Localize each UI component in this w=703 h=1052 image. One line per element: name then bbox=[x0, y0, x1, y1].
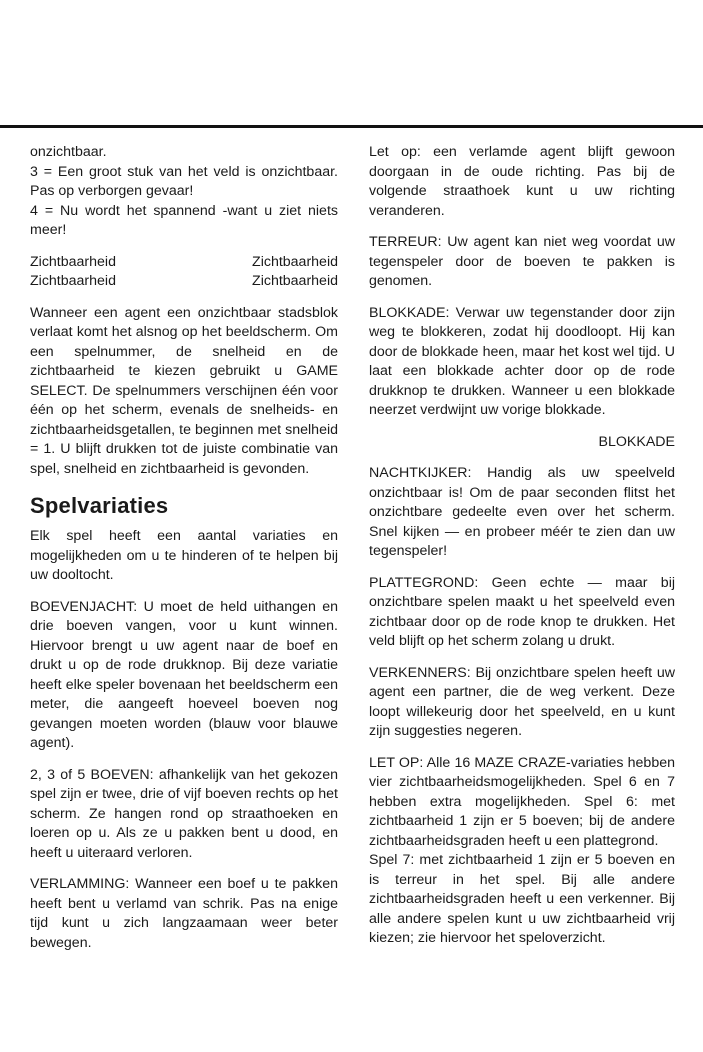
paragraph-boevenjacht: BOEVENJACHT: U moet de held uithangen en drie boeven vangen, voor u kunt winnen. Hiervoor brengt u uw agent naar de boef en drukt u op de rode drukknop. Bij deze variatie heeft elke speler bovenaan het beeldscherm een meter, die aangeeft hoeveel boeven nog gevangen moeten worden (blauw voor blauwe agent). bbox=[30, 598, 338, 751]
paragraph-verlamming: VERLAMMING: Wanneer een boef u te pakken heeft bent u verlamd van schrik. Pas na enige tijd kunt u zich langzaamaan weer beter bewegen. bbox=[30, 876, 338, 951]
paragraph-level-3: 3 = Een groot stuk van het veld is onzichtbaar. Pas op verborgen gevaar! bbox=[30, 163, 338, 199]
visibility-label-row bbox=[30, 253, 338, 273]
paragraph-spel-7: Spel 7: met zichtbaarheid 1 zijn er 5 boeven en is terreur in het spel. Bij alle andere zichtbaarheidsgraden heeft u een verkenner. Bij alle andere spelen kunt u uw zichtbaarheid vrij kiezen; zie hiervoor het speloverzicht. bbox=[369, 852, 675, 946]
paragraph-boeven: 2, 3 of 5 BOEVEN: afhankelijk van het gekozen spel zijn er twee, drie of vijf boeven rechts op het scherm. Ze hangen rond op straathoeken en loeren op u. Als ze u pakken bent u dood, en heeft u uiteraard verloren. bbox=[30, 766, 338, 861]
paragraph-verkenners: VERKENNERS: Bij onzichtbare spelen heeft uw agent een partner, die de weg verkent. Deze loopt willekeurig door het speelveld, en u kunt zijn suggesties negeren. bbox=[369, 664, 675, 739]
paragraph-plattegrond: PLATTEGROND: Geen echte — maar bij onzichtbare spelen maakt u het speelveld even zichtbaar door op de rode knop te drukken. Het veld blijft op het scherm zolang u drukt. bbox=[369, 574, 675, 649]
paragraph-blokkade: BLOKKADE: Verwar uw tegenstander door zijn weg te blokkeren, zodat hij doodloopt. Hij kan door de blokkade heen, maar het kost wel tijd. U laat een blokkade achter door op de rode drukknop te drukken. Wanneer u een blokkade neerzet verdwijnt uw vorige blokkade. bbox=[369, 304, 675, 418]
paragraph-terreur: TERREUR: Uw agent kan niet weg voordat uw tegenspeler door de boeven te pakken is genomen. bbox=[369, 234, 675, 289]
visibility-label: Zichtbaarheid bbox=[30, 253, 116, 270]
paragraph-level-4: 4 = Nu wordt het spannend -want u ziet niets meer! bbox=[30, 202, 338, 238]
paragraph-intro: onzichtbaar. bbox=[30, 144, 107, 160]
left-column bbox=[30, 143, 338, 965]
top-rule bbox=[0, 125, 703, 128]
visibility-label-row bbox=[30, 272, 338, 292]
visibility-labels bbox=[30, 253, 338, 292]
paragraph-let-op-1: Let op: een verlamde agent blijft gewoon doorgaan in de oude richting. Pas bij de volgende straathoek kunt u uw richting veranderen. bbox=[369, 144, 675, 219]
paragraph-nachtkijker: NACHTKIJKER: Handig als uw speelveld onzichtbaar is! Om de paar seconden flitst het onzichtbare gedeelte even over het scherm. Snel kijken — en probeer méér te zien dan uw tegenspeler! bbox=[369, 465, 675, 559]
section-heading: Spelvariaties bbox=[30, 493, 169, 518]
paragraph-let-op-2: LET OP: Alle 16 MAZE CRAZE-variaties hebben vier zichtbaarheidsmogelijkheden. Spel 6 en 7 hebben extra mogelijkheden. Spel 6: met zichtbaarheid 1 zijn er 5 boeven; bij de andere zichtbaarheidsgraden heeft u een plattegrond. bbox=[369, 754, 675, 849]
visibility-label: Zichtbaarheid bbox=[252, 273, 338, 289]
paragraph-elk-spel: Elk spel heeft een aantal variaties en mogelijkheden om u te hinderen of te helpen bij uw dooltocht. bbox=[30, 528, 338, 583]
visibility-label: Zichtbaarheid bbox=[30, 273, 116, 289]
paragraph-wanneer: Wanneer een agent een onzichtbaar stadsblok verlaat komt het alsnog op het beeldscherm. Om een spelnummer, de snelheid en de zichtbaarheid te kiezen gebruikt u GAME SELECT. De spelnummers verschijnen één voor één op het scherm, evenals de snelheids- en zichtbaarheidsgetallen, te beginnen met snelheid = 1. U blijft drukken tot de juiste combinatie van spel, snelheid en zichtbaarheid is gevonden. bbox=[30, 304, 338, 477]
visibility-label: Zichtbaarheid bbox=[252, 253, 338, 270]
right-column bbox=[369, 143, 675, 961]
caption-blokkade: BLOKKADE bbox=[598, 433, 675, 450]
